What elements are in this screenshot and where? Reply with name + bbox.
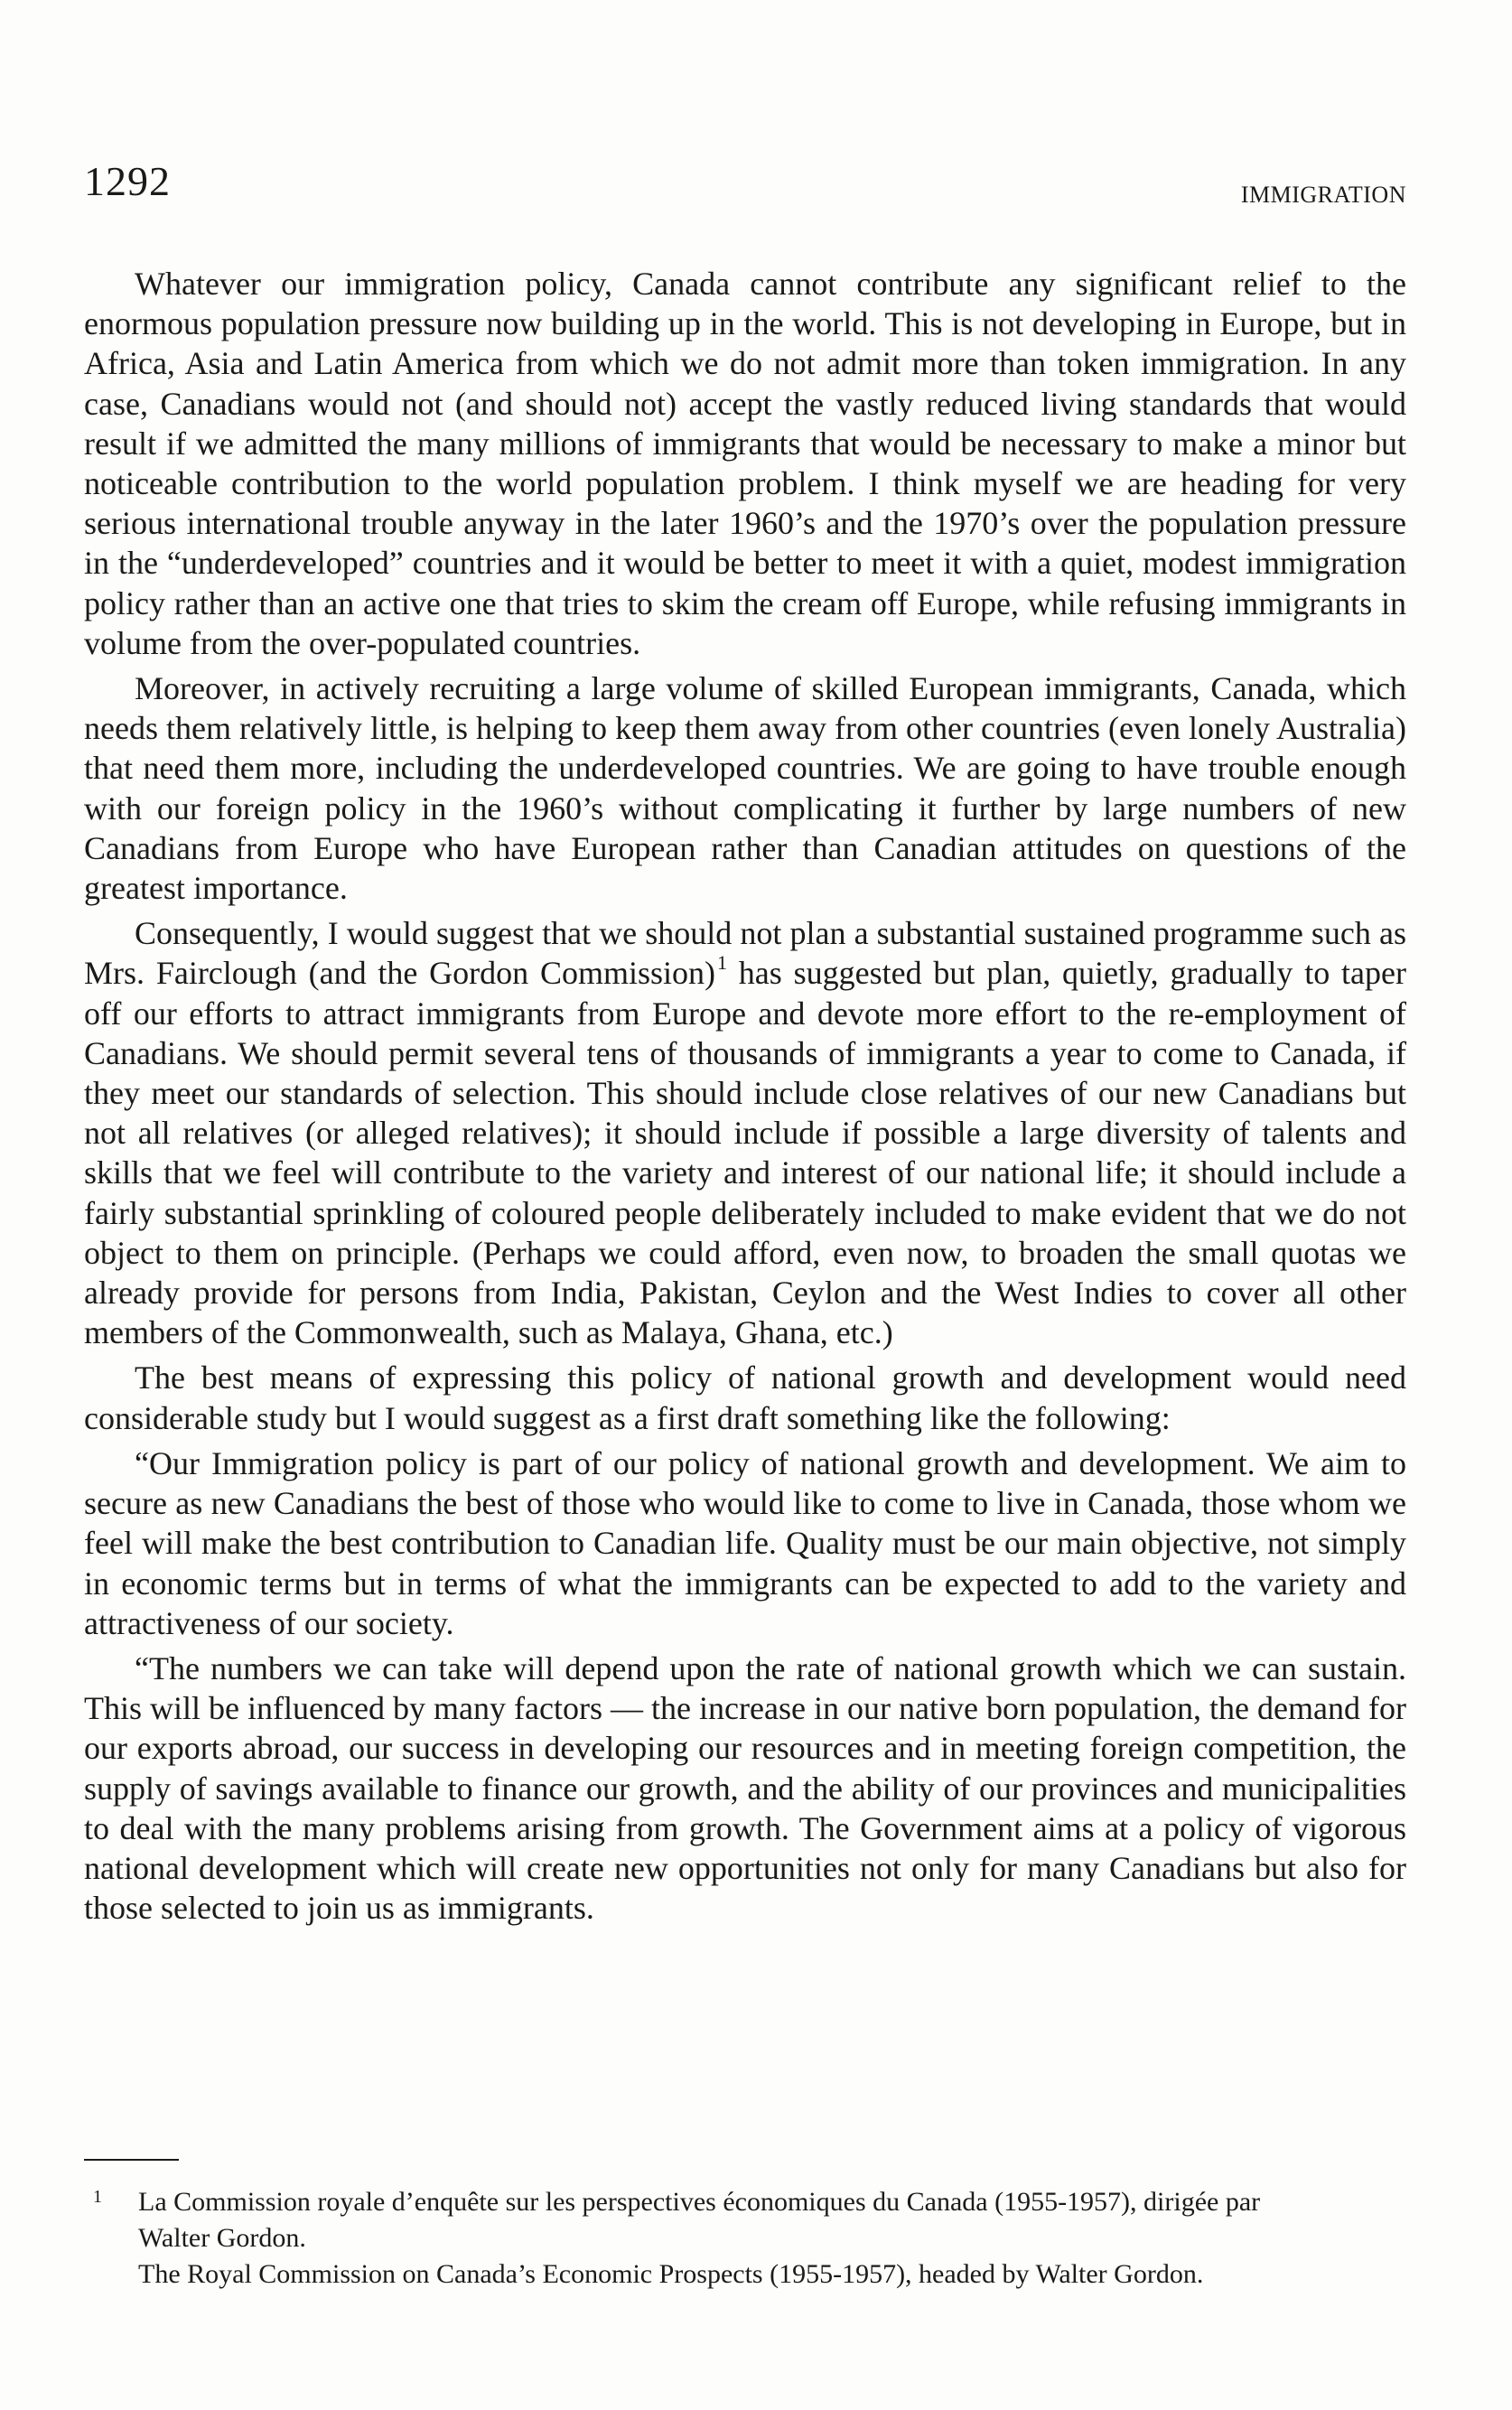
footnote-body <box>138 2184 1412 2293</box>
paragraph-4: The best means of expressing this policy of national growth and development would need considerable study but I would suggest as a first draft something like the following: <box>84 1359 1406 1436</box>
footnote-line-3: The Royal Commission on Canada’s Economic Prospects (1955-1957), headed by Walter Gordon. <box>138 2259 1204 2289</box>
paragraph-3-text-after-note: has suggested but plan, quietly, gradually to taper off our efforts to attract immigrants from Europe and devote more effort to the re-employment of Canadians. We should permit several tens of thousands of immigrants a year to come to Canada, if they meet our standards of selection. This should include close relatives of our new Canadians but not all relatives (or alleged relatives); it should include if possible a large diversity of talents and skills that we feel will contribute to the variety and interest of our national life; it should include a fairly substantial sprinkling of coloured people deliberately included to make evident that we do not object to them on principle. (Perhaps we could afford, even now, to broaden the small quotas we already provide for persons from India, Pakistan, Ceylon and the West Indies to cover all other members of the Commonwealth, such as Malaya, Ghana, etc.) <box>84 955 1406 1351</box>
page-number: 1292 <box>84 158 171 204</box>
footnote <box>84 2184 1412 2293</box>
footnote-line-1: La Commission royale d’enquête sur les perspectives économiques du Canada (1955-1957), dirigée par <box>138 2187 1261 2217</box>
footnote-reference-mark: 1 <box>717 951 727 975</box>
paragraph-3-text-before-note: Consequently, I would suggest that we should not plan a substantial sustained programme such as Mrs. Fairclough (and the Gordon Commission) <box>84 915 1406 992</box>
paragraph-5: “Our Immigration policy is part of our policy of national growth and development. We aim to secure as new Canadians the best of those who would like to come to live in Canada, those whom we feel will make the best contribution to Canadian life. Quality must be our main objective, not simply in economic terms but in terms of what the immigrants can be expected to add to the variety and attractiveness of our society. <box>84 1444 1406 1641</box>
footnote-number: 1 <box>93 2187 102 2207</box>
footnote-line-2: Walter Gordon. <box>138 2223 306 2253</box>
body-text <box>84 264 1406 1928</box>
paragraph-6: “The numbers we can take will depend upon the rate of national growth which we can sustain. This will be influenced by many factors — the increase in our native born population, the demand for our exports abroad, our success in developing our resources and in meeting foreign competition, the supply of savings available to finance our growth, and the ability of our provinces and municipalities to deal with the many problems arising from growth. The Government aims at a policy of vigorous national development which will create new opportunities not only for many Canadians but also for those selected to join us as immigrants. <box>84 1649 1406 1927</box>
running-head: IMMIGRATION <box>1240 182 1406 208</box>
paragraph-1: Whatever our immigration policy, Canada cannot contribute any significant relief to the enormous population pressure now building up in the world. This is not developing in Europe, but in Africa, Asia and Latin America from which we do not admit more than token immigration. In any case, Canadians would not (and should not) accept the vastly reduced living standards that would result if we admitted the many millions of immigrants that would be necessary to make a minor but noticeable contribution to the world population problem. I think myself we are heading for very serious international trouble anyway in the later 1960’s and the 1970’s over the population pressure in the “underdeveloped” countries and it would be better to meet it with a quiet, modest immigration policy rather than an active one that tries to skim the cream off Europe, while refusing immigrants in volume from the over-populated countries. <box>84 266 1406 661</box>
paragraph-3 <box>84 913 1406 1352</box>
paragraph-2: Moreover, in actively recruiting a large volume of skilled European immigrants, Canada, which needs them relatively little, is helping to keep them away from other countries (even lonely Australia) that need them more, including the underdeveloped countries. We are going to have trouble enough with our foreign policy in the 1960’s without complicating it further by large numbers of new Canadians from Europe who have European rather than Canadian attitudes on questions of the greatest importance. <box>84 670 1406 907</box>
footnote-rule <box>84 2159 179 2161</box>
